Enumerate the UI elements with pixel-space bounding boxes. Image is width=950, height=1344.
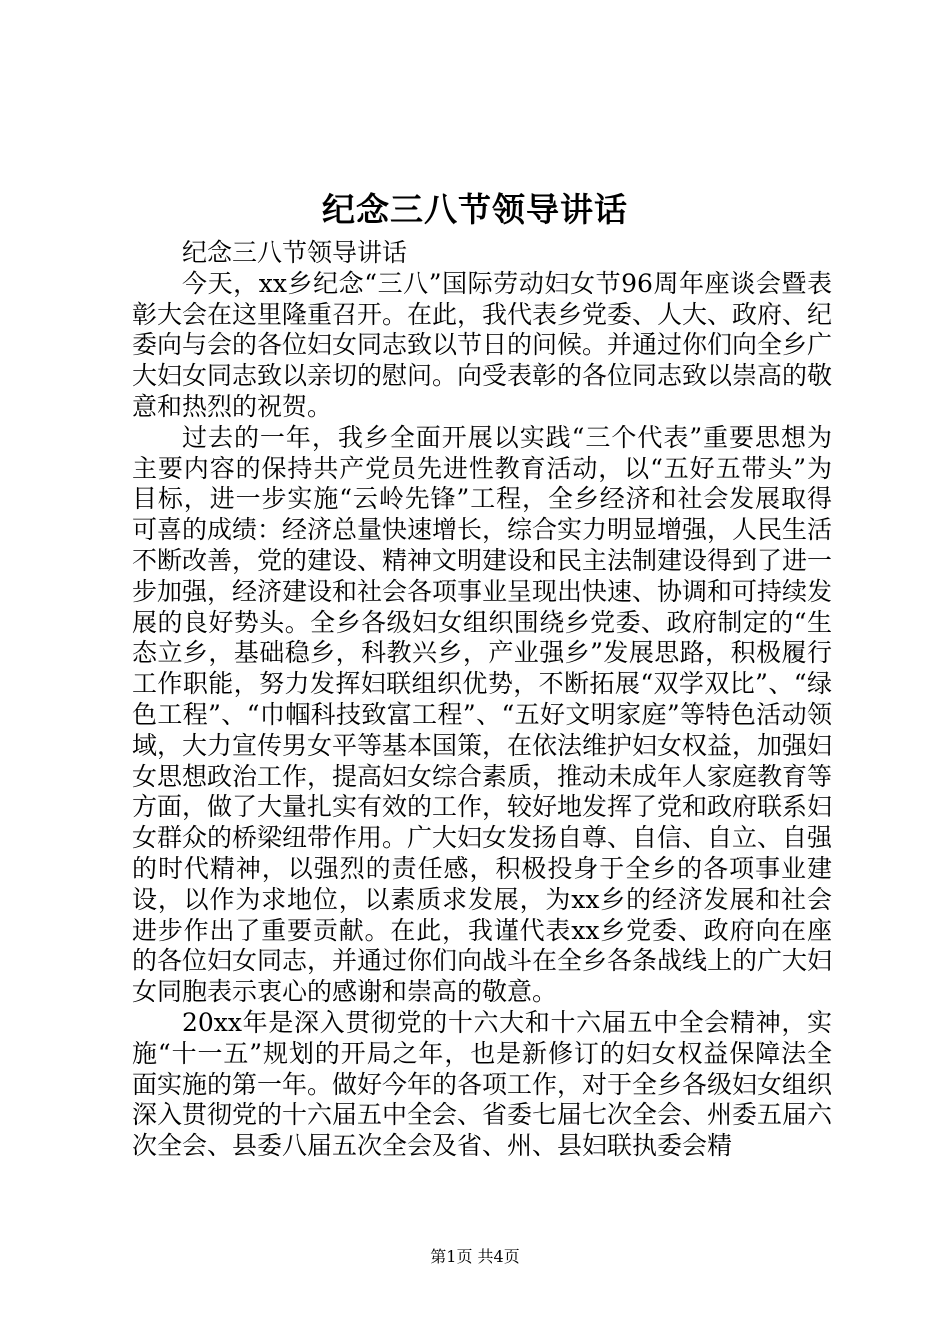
document-title: 纪念三八节领导讲话 [322,190,628,229]
paragraph: 过去的一年，我乡全面开展以实践“三个代表”重要思想为主要内容的保持共产党员先进性教育活动，以“五好五带头”为目标，进一步实施“云岭先锋”工程，全乡经济和社会发展取得可喜的成绩：经济总量快速增长，综合实力明显增强，人民生活不断改善，党的建设、精神文明建设和民主法制建设得到了进一步加强，经济建设和社会各项事业呈现出快速、协调和可持续发展的良好势头。全乡各级妇女组织围绕乡党委、政府制定的“生态立乡，基础稳乡，科教兴乡，产业强乡”发展思路，积极履行工作职能，努力发挥妇联组织优势，不断拓展“双学双比”、“绿色工程”、“巾帼科技致富工程”、“五好文明家庭”等特色活动领域，大力宣传男女平等基本国策，在依法维护妇女权益，加强妇女思想政治工作，提高妇女综合素质，推动未成年人家庭教育等方面，做了大量扎实有效的工作，较好地发挥了党和政府联系妇女群众的桥梁纽带作用。广大妇女发扬自尊、自信、自立、自强的时代精神，以强烈的责任感，积极投身于全乡的各项事业建设，以作为求地位，以素质求发展，为xx乡的经济发展和社会进步作出了重要贡献。在此，我谨代表xx乡党委、政府向在座的各位妇女同志，并通过你们向战斗在全乡各条战线上的广大妇女同胞表示衷心的感谢和崇高的敬意。 [132,422,833,1007]
page-number-footer: 第1页 共4页 [430,1247,520,1266]
paragraph: 20xx年是深入贯彻党的十六大和十六届五中全会精神，实施“十一五”规划的开局之年，也是新修订的妇女权益保障法全面实施的第一年。做好今年的各项工作，对于全乡各级妇女组织深入贯彻党的十六届五中全会、省委七届七次全会、州委五届六次全会、县委八届五次全会及省、州、县妇联执委会精 [132,1007,833,1161]
paragraph-subtitle: 纪念三八节领导讲话 [182,238,408,267]
paragraph: 今天，xx乡纪念“三八”国际劳动妇女节96周年座谈会暨表彰大会在这里隆重召开。在此，我代表乡党委、人大、政府、纪委向与会的各位妇女同志致以节日的问候。并通过你们向全乡广大妇女同志致以亲切的慰问。向受表彰的各位同志致以崇高的敬意和热烈的祝贺。 [132,268,833,421]
document-body [132,238,832,1162]
